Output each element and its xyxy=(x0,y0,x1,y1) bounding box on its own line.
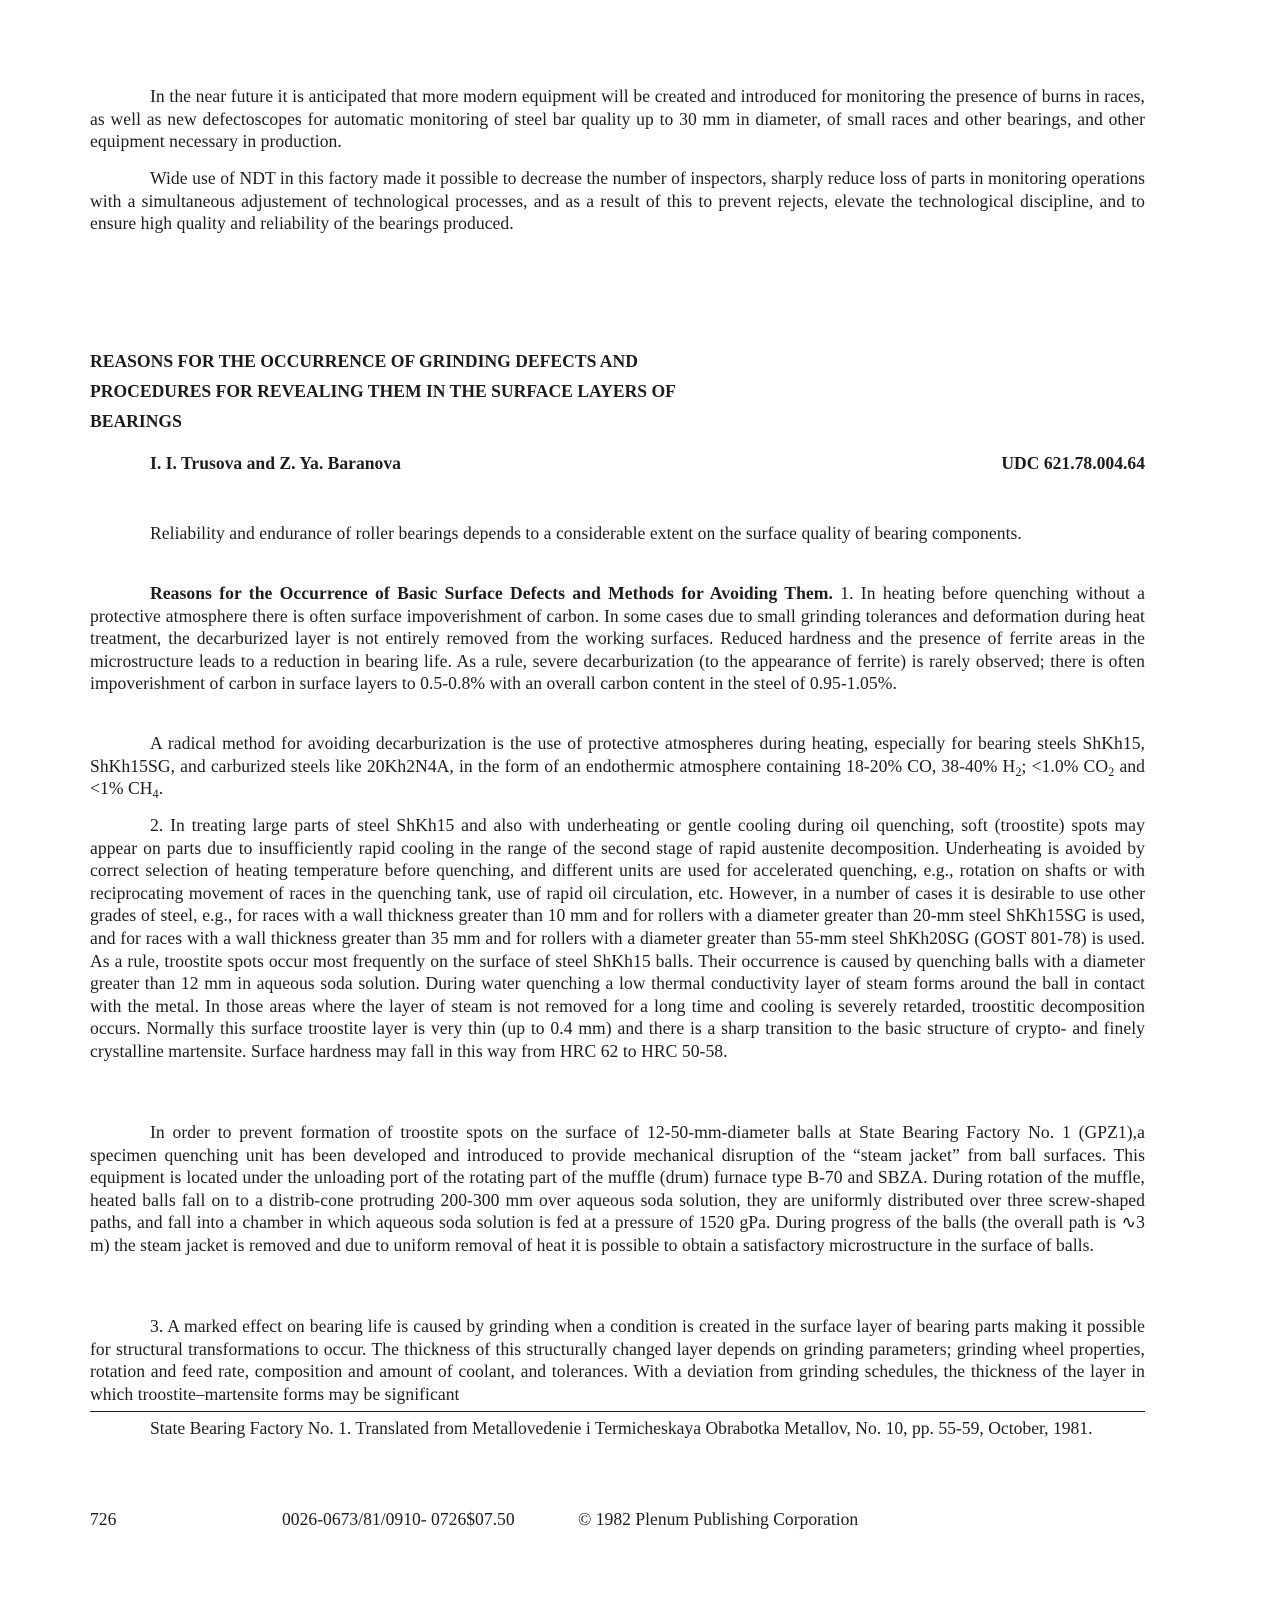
subscript-ch4: 4 xyxy=(152,787,159,802)
paragraph-3: 3. A marked effect on bearing life is caused by grinding when a condition is created in the surface layer of bearing parts making it possible for structural transformations to occur. The thickness of this structurally changed layer depends on grinding parameters; grinding wheel properties, rotation and feed rate, composition and amount of coolant, and tolerances. With a deviation from grinding schedules, the thickness of the layer in which troostite–martensite forms may be significant xyxy=(90,1316,1145,1404)
page-number: 726 xyxy=(90,1509,117,1529)
quenching-unit-paragraph: In order to prevent formation of troostite spots on the surface of 12-50-mm-diameter balls at State Bearing Factory No. 1 (GPZ1),a specimen quenching unit has been developed and introduced to provide mechanical disruption of the “steam jacket” from ball surfaces. This equipment is located under the unloading port of the rotating part of the muffle (drum) furnace type B-70 and SBZA. During rotation of the muffle, heated balls fall on to a distrib-cone protruding 200-300 mm over aqueous soda solution, they are uniformly distributed over three screw-shaped paths, and fall into a chamber in which aqueous soda solution is fed at a pressure of 1520 gPa. During progress of the balls (the overall path is ∿3 m) the steam jacket is removed and due to uniform removal of heat it is possible to obtain a satisfactory microstructure in the surface of balls. xyxy=(90,1122,1145,1255)
section-paragraph-1 xyxy=(90,582,1145,695)
section-heading: Reasons for the Occurrence of Basic Surface Defects and Methods for Avoiding Them. xyxy=(150,583,833,603)
atmosphere-text-d: . xyxy=(158,778,164,799)
atmosphere-text-b: ; <1.0% CO xyxy=(1021,755,1109,776)
intro-paragraph-2: Wide use of NDT in this factory made it possible to decrease the number of inspectors, sharply reduce loss of parts in monitoring operations with a simultaneous adjustement of technological processes, and as a result of this to prevent rejects, elevate the technological discipline, and to ensure high quality and reliability of the bearings produced. xyxy=(90,168,1145,234)
copyright-notice: © 1982 Plenum Publishing Corporation xyxy=(578,1509,859,1529)
issn-code: 0026-0673/81/0910- 0726$07.50 xyxy=(282,1509,515,1529)
paragraph-2: 2. In treating large parts of steel ShKh15 and also with underheating or gentle cooling during oil quenching, soft (troostite) spots may appear on parts due to insufficiently rapid cooling in the range of the second stage of rapid austenite decomposition. Underheating is avoided by correct selection of heating temperature before quenching, and different units are used for accelerated quenching, e.g., rotation on shafts or with reciprocating movement of races in the quenching tank, use of rapid oil circulation, etc. However, in a number of cases it is desirable to use other grades of steel, e.g., for races with a wall thickness greater than 10 mm and for rollers with a diameter greater than 20-mm steel ShKh15SG is used, and for races with a wall thickness greater than 35 mm and for rollers with a diameter greater than 55-mm steel ShKh20SG (GOST 801-78) is used. As a rule, troostite spots occur most frequently on the surface of steel ShKh15 balls. Their occurrence is caused by quenching balls with a diameter greater than 12 mm in aqueous soda solution. During water quenching a low thermal conductivity layer of steam forms around the ball in contact with the metal. In those areas where the layer of steam is not removed for a long time and cooling is severely retarded, troostitic decomposition occurs. Normally this surface troostite layer is very thin (up to 0.4 mm) and there is a sharp transition to the basic structure of crypto- and finely crystalline martensite. Surface hardness may fall in this way from HRC 62 to HRC 50-58. xyxy=(90,815,1145,1061)
atmosphere-text-c: and <1% CH xyxy=(90,755,1145,799)
udc-code: UDC 621.78.004.64 xyxy=(1001,453,1145,473)
paragraph-1-body: 1. In heating before quenching without a protective atmosphere there is often surface impoverishment of carbon. In some cases due to small grinding tolerances and deformation during heat treatment, the decarburized layer is not entirely removed from the working surfaces. Reduced hardness and the presence of ferrite areas in the microstructure leads to a reduction in bearing life. As a rule, severe decarburization (to the appearance of ferrite) is rarely observed; there is often impoverishment of carbon in surface layers to 0.5-0.8% with an overall carbon content in the steel of 0.95-1.05%. xyxy=(90,583,1146,694)
atmosphere-paragraph xyxy=(90,732,1145,800)
subscript-h2: 2 xyxy=(1015,764,1022,779)
footnote-divider xyxy=(90,1411,1145,1412)
intro-paragraph-1: In the near future it is anticipated that more modern equipment will be created and introduced for monitoring the presence of burns in races, as well as new defectoscopes for automatic monitoring of steel bar quality up to 30 mm in diameter, of small races and other bearings, and other equipment necessary in production. xyxy=(90,86,1145,152)
atmosphere-text-a: A radical method for avoiding decarburization is the use of protective atmospheres during heating, especially for bearing steels ShKh15, ShKh15SG, and carburized steels like 20Kh2N4A, in the form of an endothermic atmosphere containing 18-20% CO, 38-40% H xyxy=(90,733,1145,776)
footnote: State Bearing Factory No. 1. Translated from Metallovedenie i Termicheskaya Obrabotka Metallov, No. 10, pp. 55-59, October, 1981. xyxy=(150,1418,1093,1438)
subscript-co2: 2 xyxy=(1108,764,1115,779)
article-title: REASONS FOR THE OCCURRENCE OF GRINDING DEFECTS AND PROCEDURES FOR REVEALING THEM IN THE SURFACE LAYERS OF BEARINGS xyxy=(90,351,676,431)
abstract-paragraph: Reliability and endurance of roller bearings depends to a considerable extent on the surface quality of bearing components. xyxy=(150,523,1022,543)
article-authors: I. I. Trusova and Z. Ya. Baranova xyxy=(150,453,401,473)
